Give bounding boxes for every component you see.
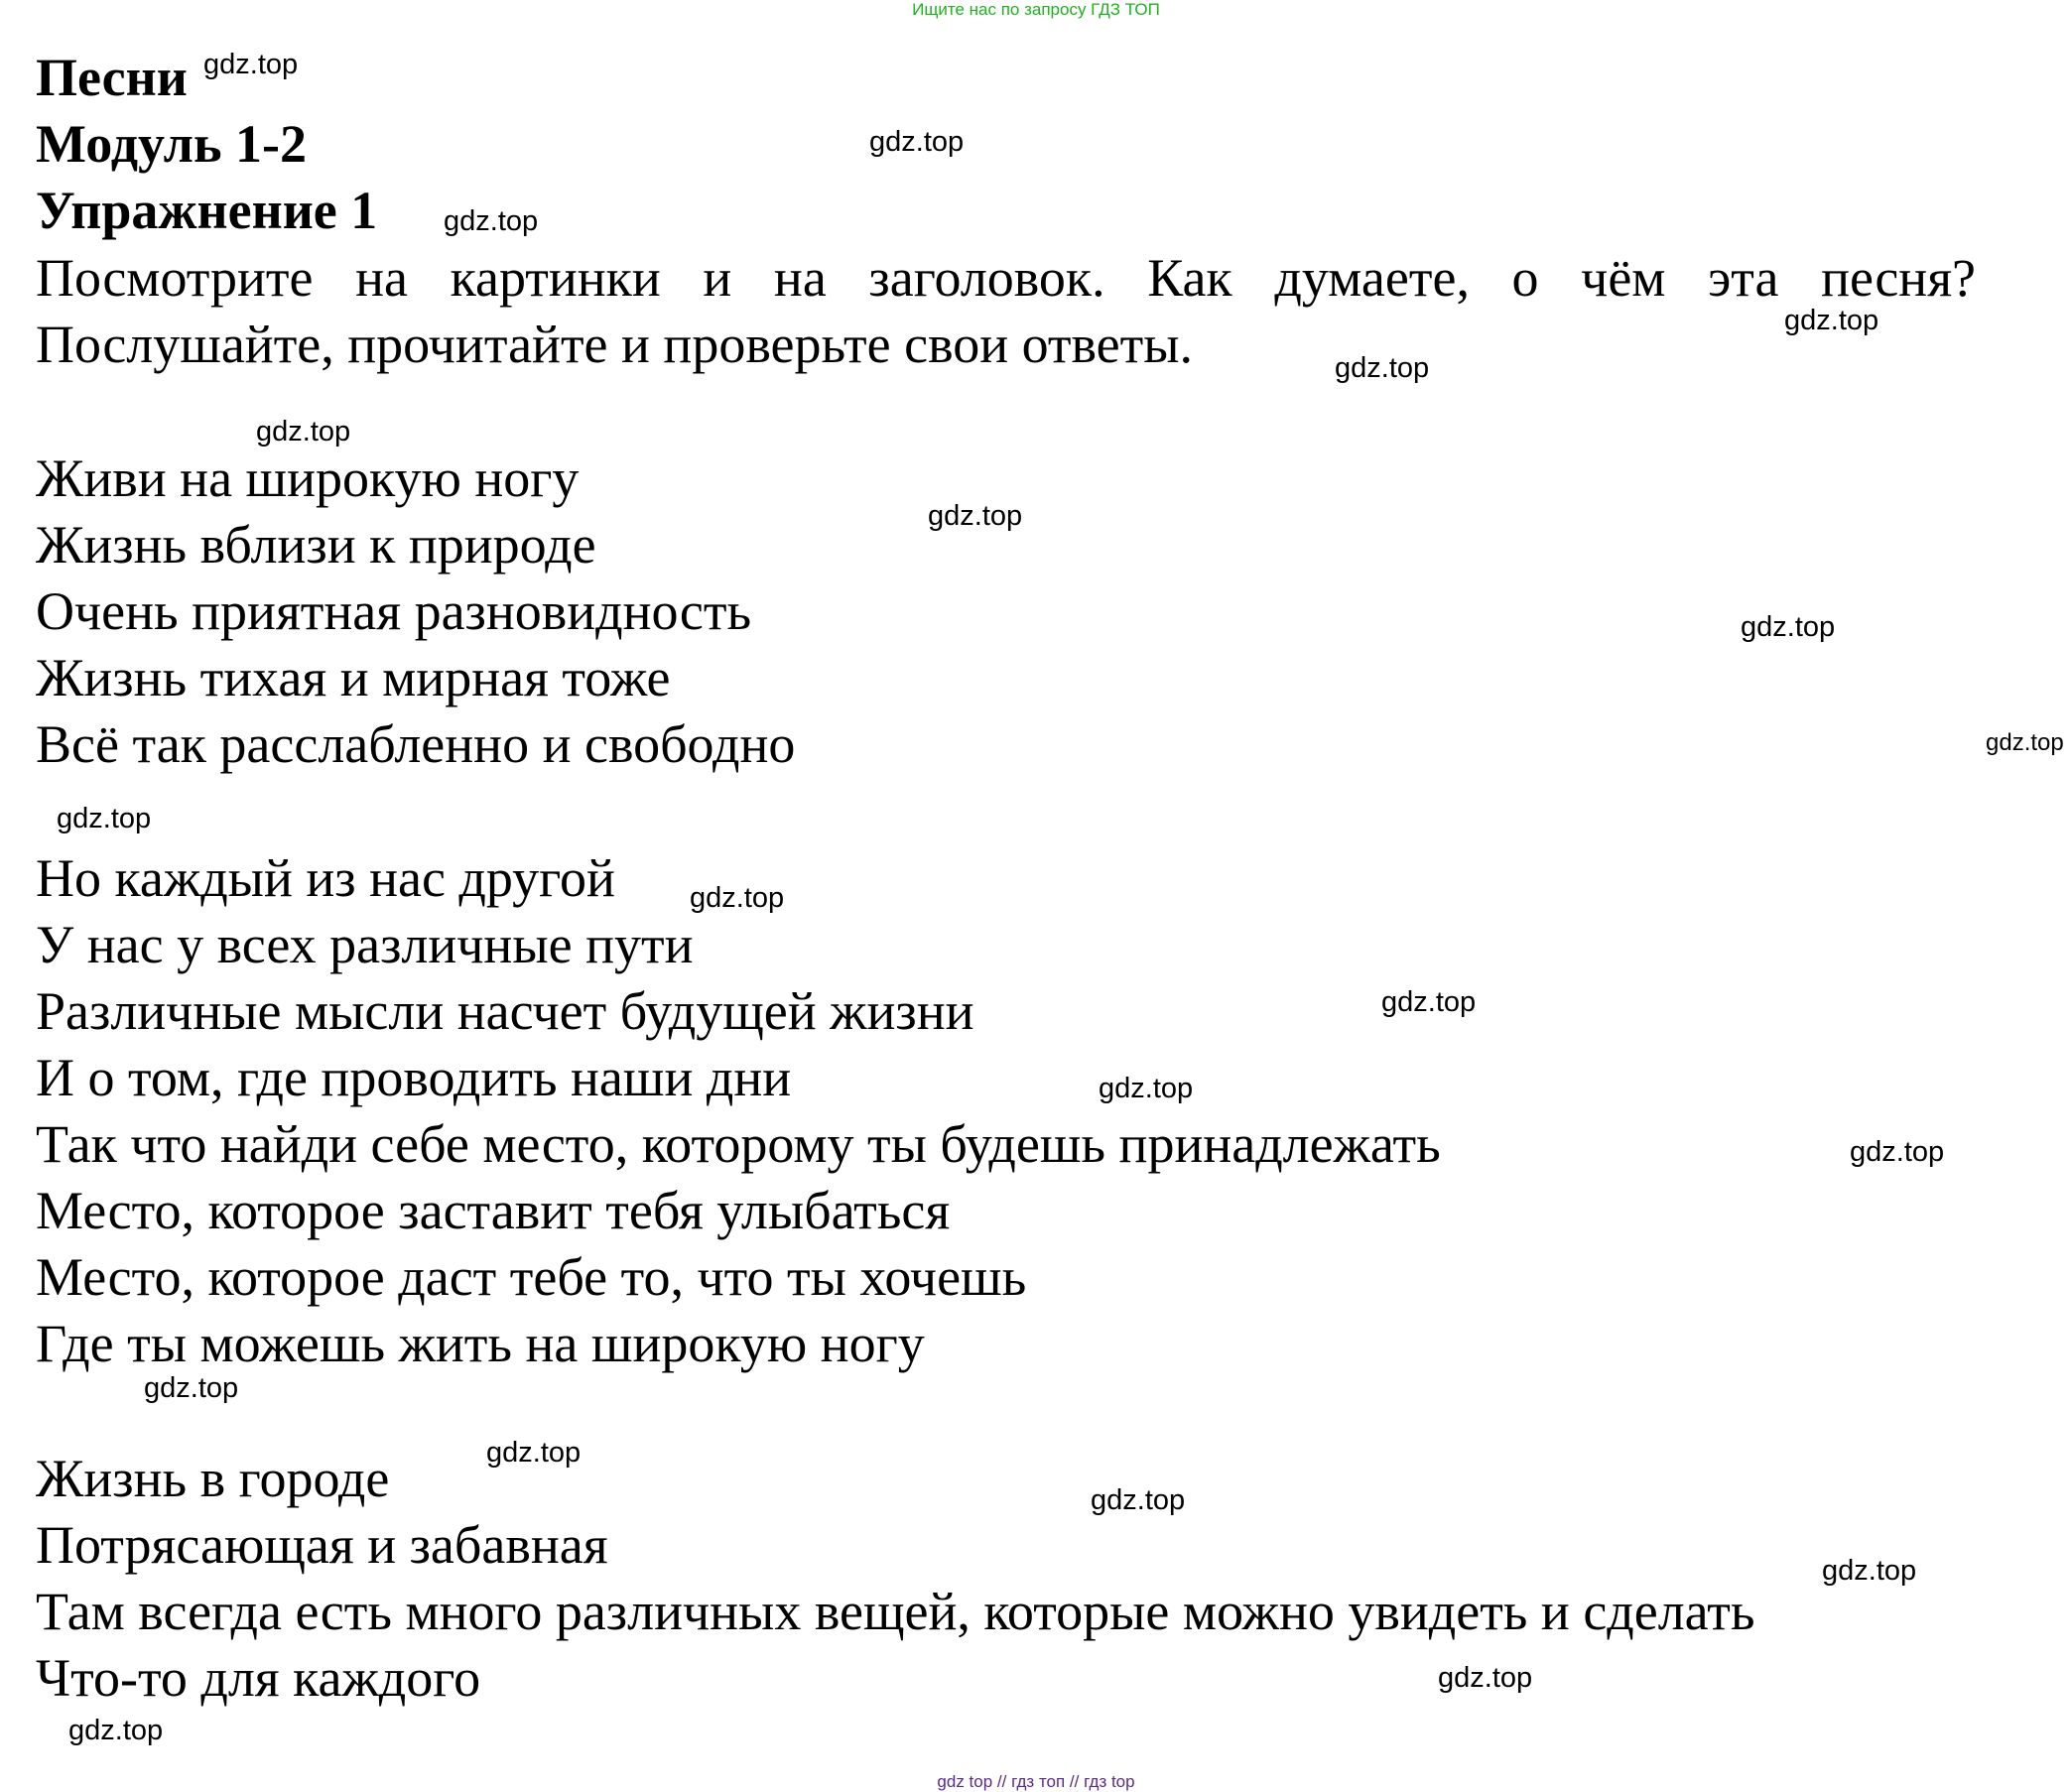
song-line: И о том, где проводить наши дни [36,1048,792,1107]
footer: gdz top // гдз топ // гдз top [937,1772,1135,1791]
page-title: Песни [36,48,188,107]
song-line: Жизнь тихая и мирная тоже [36,648,671,707]
song-line: Потрясающая и забавная [36,1515,608,1575]
watermark: gdz.top [486,1437,582,1469]
watermark: gdz.top [1850,1136,1945,1168]
song-line: Там всегда есть много различных вещей, которые можно увидеть и сделать [36,1582,1755,1641]
watermark: gdz.top [1741,611,1836,643]
watermark: gdz.top [203,49,299,80]
watermark: gdz.top [1099,1073,1194,1104]
watermark: gdz.top [1822,1555,1917,1587]
song-line: Всё так расслабленно и свободно [36,714,796,774]
watermark: gdz.top [1438,1662,1533,1694]
top-banner: Ищите нас по запросу ГДЗ ТОП [912,0,1160,19]
song-line: Так что найди себе место, которому ты будешь принадлежать [36,1114,1441,1174]
song-line: Что-то для каждого [36,1648,481,1708]
song-line: Очень приятная разновидность [36,581,752,641]
module-title: Модуль 1-2 [36,114,308,174]
exercise-title: Упражнение 1 [36,181,378,240]
song-line: Место, которое заставит тебя улыбаться [36,1181,951,1240]
song-line: Жизнь вблизи к природе [36,515,596,575]
watermark: gdz.top [1381,986,1477,1018]
instruction-line-1: Посмотрите на картинки и на заголовок. Как думаете, о чём эта песня? [36,248,1976,308]
watermark: gdz.top [1335,352,1430,384]
watermark: gdz.top [256,416,351,448]
watermark: gdz.top [57,803,152,834]
song-line: Но каждый из нас другой [36,848,615,908]
watermark: gdz.top [690,882,785,914]
watermark: gdz.top [144,1372,239,1404]
song-line: Место, которое даст тебе то, что ты хочешь [36,1247,1027,1307]
watermark: gdz.top [68,1715,164,1746]
song-line: Различные мысли насчет будущей жизни [36,981,974,1041]
watermark: gdz.top [928,500,1023,532]
song-line: Жизнь в городе [36,1449,390,1508]
song-line: Где ты можешь жить на широкую ногу [36,1314,925,1373]
song-line: У нас у всех различные пути [36,915,694,974]
watermark: gdz.top [1986,729,2064,756]
watermark: gdz.top [444,205,539,237]
watermark: gdz.top [1091,1484,1186,1516]
watermark: gdz.top [869,126,965,158]
instruction-line-2: Послушайте, прочитайте и проверьте свои ответы. [36,315,1194,374]
watermark: gdz.top [1784,305,1879,336]
song-line: Живи на широкую ногу [36,448,580,508]
